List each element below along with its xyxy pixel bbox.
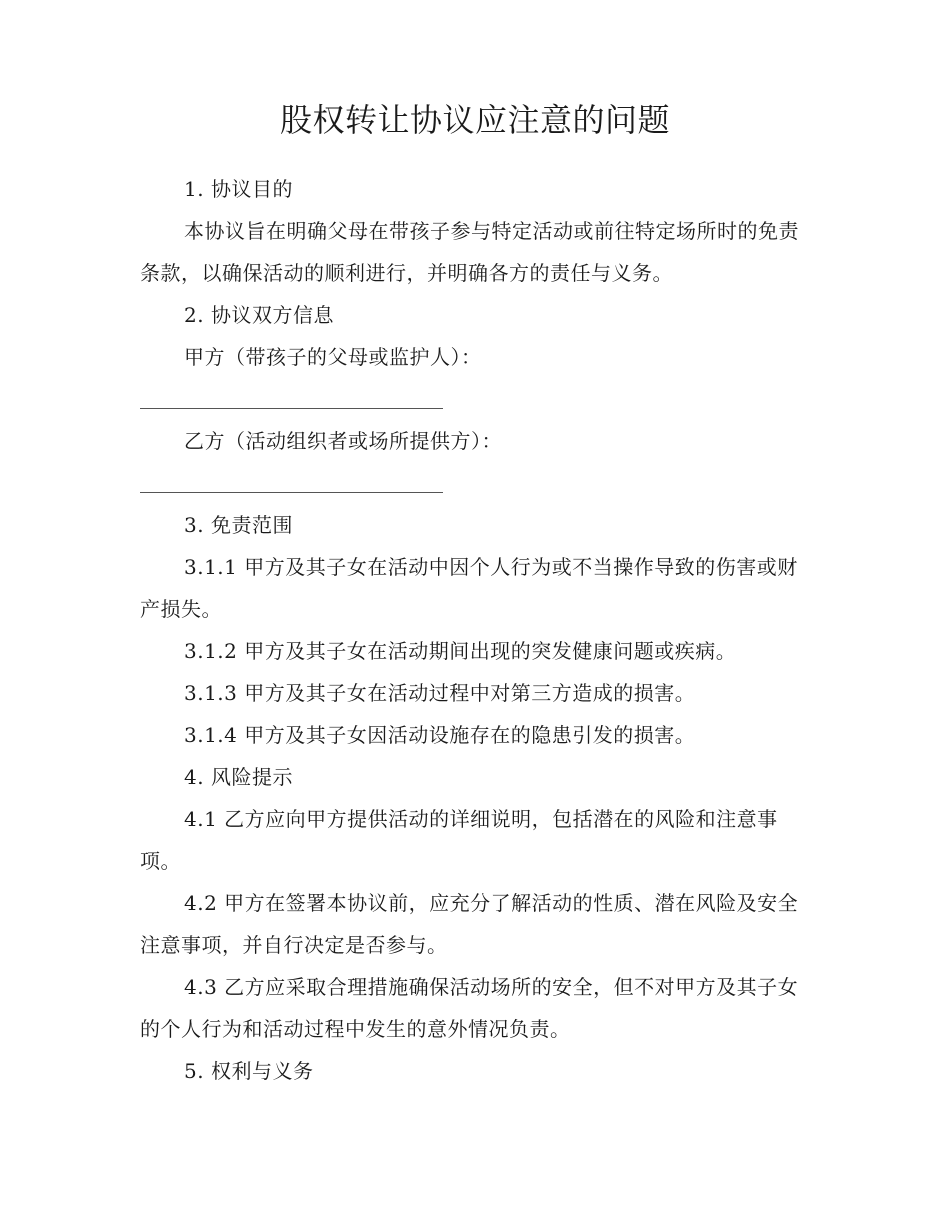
- party-a-fill-line: [140, 378, 800, 420]
- party-b-underline: [140, 492, 443, 493]
- party-b-fill-line: [140, 462, 800, 504]
- clause-3-1-3: 3.1.3 甲方及其子女在活动过程中对第三方造成的损害。: [184, 681, 696, 705]
- section-heading-parties: 2. 协议双方信息: [184, 303, 334, 327]
- clause-4-3: 4.3 乙方应采取合理措施确保活动场所的安全，但不对甲方及其子女的个人行为和活动过程中发生的意外情况负责。: [140, 975, 799, 1041]
- section-heading-exemption: 3. 免责范围: [184, 513, 293, 537]
- clause-3-1-1: 3.1.1 甲方及其子女在活动中因个人行为或不当操作导致的伤害或财产损失。: [140, 555, 798, 621]
- document-body: [140, 168, 800, 1092]
- party-a-underline: [140, 408, 443, 409]
- section-heading-purpose: 1. 协议目的: [184, 177, 293, 201]
- party-b-label: 乙方（活动组织者或场所提供方）：: [184, 429, 502, 453]
- section-heading-risk: 4. 风险提示: [184, 765, 293, 789]
- clause-3-1-2: 3.1.2 甲方及其子女在活动期间出现的突发健康问题或疾病。: [184, 639, 737, 663]
- section-heading-rights: 5. 权利与义务: [184, 1059, 314, 1083]
- party-a-label: 甲方（带孩子的父母或监护人）：: [184, 345, 482, 369]
- document-title: 股权转让协议应注意的问题: [279, 101, 670, 139]
- purpose-paragraph: 本协议旨在明确父母在带孩子参与特定活动或前往特定场所时的免责条款，以确保活动的顺利进行，并明确各方的责任与义务。: [140, 219, 799, 285]
- clause-3-1-4: 3.1.4 甲方及其子女因活动设施存在的隐患引发的损害。: [184, 723, 696, 747]
- clause-4-2: 4.2 甲方在签署本协议前，应充分了解活动的性质、潜在风险及安全注意事项，并自行决定是否参与。: [140, 891, 799, 957]
- clause-4-1: 4.1 乙方应向甲方提供活动的详细说明，包括潜在的风险和注意事项。: [140, 807, 778, 873]
